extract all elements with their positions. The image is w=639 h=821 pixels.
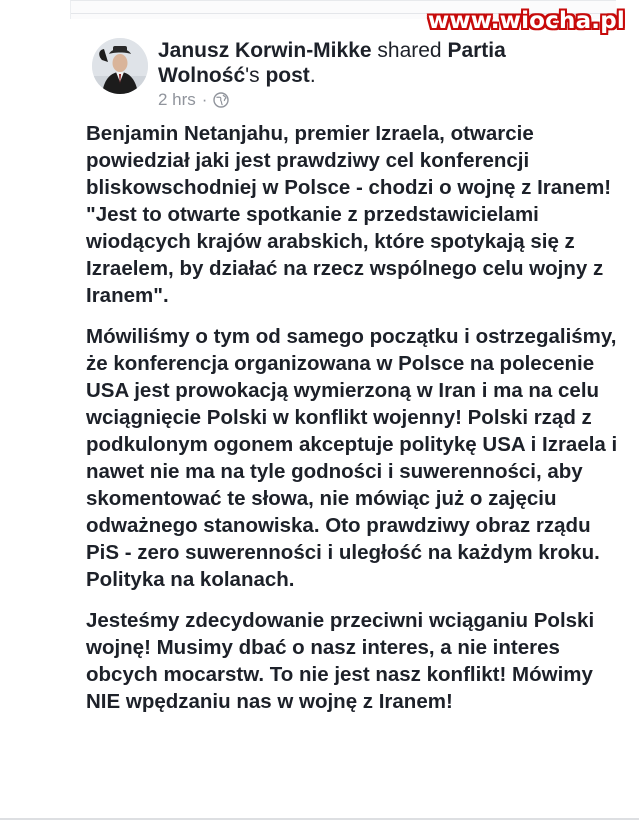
post-paragraph-3: Jesteśmy zdecydowanie przeciwni wciąganiu Polski wojnę! Musimy dbać o nasz interes, a nie interes obcych mocarstw. To nie jest nasz konflikt! Mówimy NIE wpędzaniu nas w wojnę z Iranem! (86, 609, 595, 713)
avatar-photo (92, 38, 148, 94)
possessive-suffix: 's (245, 64, 260, 87)
post-meta (158, 90, 229, 110)
header-period: . (309, 64, 316, 87)
watermark: www.wiocha.pl (427, 8, 625, 34)
post-header (158, 38, 598, 88)
meta-separator: · (201, 90, 208, 109)
avatar[interactable] (92, 38, 148, 94)
post-paragraph-2: Mówiliśmy o tym od samego początku i ostrzegaliśmy, że konferencja organizowana w Polsce na polecenie USA jest prowokacją wymierzoną w Iran i ma na celu wciągnięcie Polski w konflikt wojenny! Polski rząd z podkulonym ogonem akceptuje politykę USA i Izraela i nawet nie ma na tyle godności i suwerenności, aby skomentować te słowa, nie mówiąc już o zajęciu odważnego stanowiska. Oto prawdziwy obraz rządu PiS - zero suwerenności i uległość na każdym kroku. Polityka na kolanach. (86, 325, 618, 591)
post-paragraph-1: Benjamin Netanjahu, premier Izraela, otwarcie powiedział jaki jest prawdziwy cel konferencji bliskowschodniej w Polsce - chodzi o wojnę z Iranem! "Jest to otwarte spotkanie z przedstawicielami wiodących krajów arabskich, które spotykają się z Izraelem, by działać na rzecz wspólnego celu wojny z Iranem". (86, 122, 612, 307)
timestamp[interactable]: 2 hrs (158, 90, 196, 109)
globe-icon[interactable] (213, 92, 229, 108)
post-body (86, 120, 621, 729)
shared-text: shared (371, 39, 448, 62)
page-name[interactable]: Partia Wolność (158, 39, 506, 87)
divider (0, 818, 639, 820)
post-link[interactable]: post (259, 64, 310, 87)
author-name[interactable]: Janusz Korwin-Mikke (158, 39, 372, 62)
